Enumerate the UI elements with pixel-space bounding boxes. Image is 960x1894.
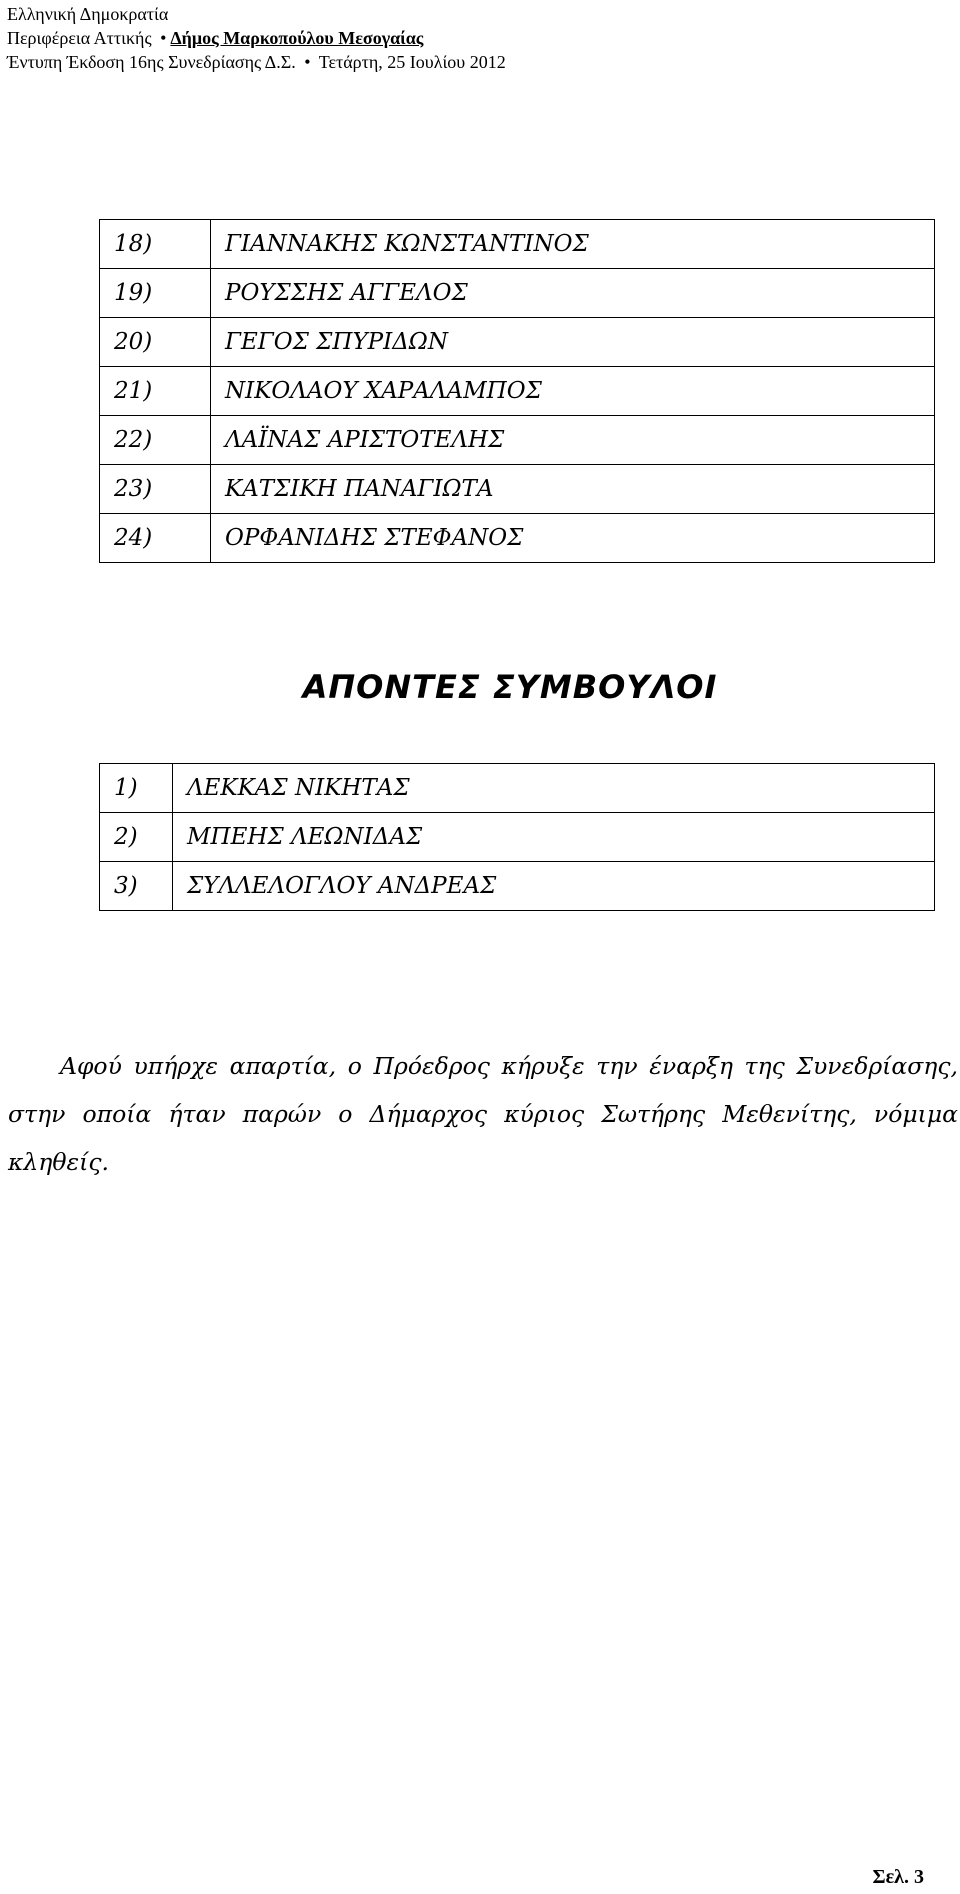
present-members-table xyxy=(99,219,935,563)
member-number: 2) xyxy=(100,813,173,862)
table-row xyxy=(100,367,935,416)
member-number: 20) xyxy=(100,318,211,367)
member-name: ΓΙΑΝΝΑΚΗΣ ΚΩΝΣΤΑΝΤΙΝΟΣ xyxy=(211,220,935,269)
member-name: ΣΥΛΛΕΛΟΓΛΟΥ ΑΝΔΡΕΑΣ xyxy=(173,862,935,911)
bullet-icon: • xyxy=(304,52,311,72)
header-region: Περιφέρεια Αττικής xyxy=(7,28,152,48)
member-name: ΜΠΕΗΣ ΛΕΩΝΙΔΑΣ xyxy=(173,813,935,862)
header-date: Τετάρτη, 25 Ιουλίου 2012 xyxy=(318,52,506,72)
member-name: ΛΑΪΝΑΣ ΑΡΙΣΤΟΤΕΛΗΣ xyxy=(211,416,935,465)
header-region-line xyxy=(7,26,506,50)
table-row xyxy=(100,764,935,813)
member-name: ΟΡΦΑΝΙΔΗΣ ΣΤΕΦΑΝΟΣ xyxy=(211,514,935,563)
table-row xyxy=(100,514,935,563)
header-municipality: Δήμος Μαρκοπούλου Μεσογαίας xyxy=(170,28,424,48)
member-number: 22) xyxy=(100,416,211,465)
table-row xyxy=(100,465,935,514)
member-name: ΡΟΥΣΣΗΣ ΑΓΓΕΛΟΣ xyxy=(211,269,935,318)
bullet-icon: • xyxy=(160,28,167,48)
page-number: Σελ. 3 xyxy=(872,1866,924,1888)
table-row xyxy=(100,318,935,367)
table-row xyxy=(100,416,935,465)
member-number: 23) xyxy=(100,465,211,514)
member-number: 1) xyxy=(100,764,173,813)
member-number: 3) xyxy=(100,862,173,911)
member-name: ΛΕΚΚΑΣ ΝΙΚΗΤΑΣ xyxy=(173,764,935,813)
table-row xyxy=(100,269,935,318)
header-country: Ελληνική Δημοκρατία xyxy=(7,4,169,24)
document-header xyxy=(7,2,506,74)
body-paragraph: Αφού υπήρχε απαρτία, ο Πρόεδρος κήρυξε την έναρξη της Συνεδρίασης, στην οποία ήταν παρών ο Δήμαρχος κύριος Σωτήρης Μεθενίτης, νόμιμα κληθείς. xyxy=(8,1051,958,1176)
member-number: 18) xyxy=(100,220,211,269)
header-edition-line xyxy=(7,50,506,74)
table-row xyxy=(100,862,935,911)
member-name: ΚΑΤΣΙΚΗ ΠΑΝΑΓΙΩΤΑ xyxy=(211,465,935,514)
member-number: 21) xyxy=(100,367,211,416)
member-number: 19) xyxy=(100,269,211,318)
table-row xyxy=(100,220,935,269)
table-row xyxy=(100,813,935,862)
absent-members-table xyxy=(99,763,935,911)
absent-members-title: ΑΠΟΝΤΕΣ ΣΥΜΒΟΥΛΟΙ xyxy=(302,668,718,706)
header-edition: Έντυπη Έκδοση 16ης Συνεδρίασης Δ.Σ. xyxy=(7,52,296,72)
member-number: 24) xyxy=(100,514,211,563)
member-name: ΝΙΚΟΛΑΟΥ ΧΑΡΑΛΑΜΠΟΣ xyxy=(211,367,935,416)
member-name: ΓΕΓΟΣ ΣΠΥΡΙΔΩΝ xyxy=(211,318,935,367)
